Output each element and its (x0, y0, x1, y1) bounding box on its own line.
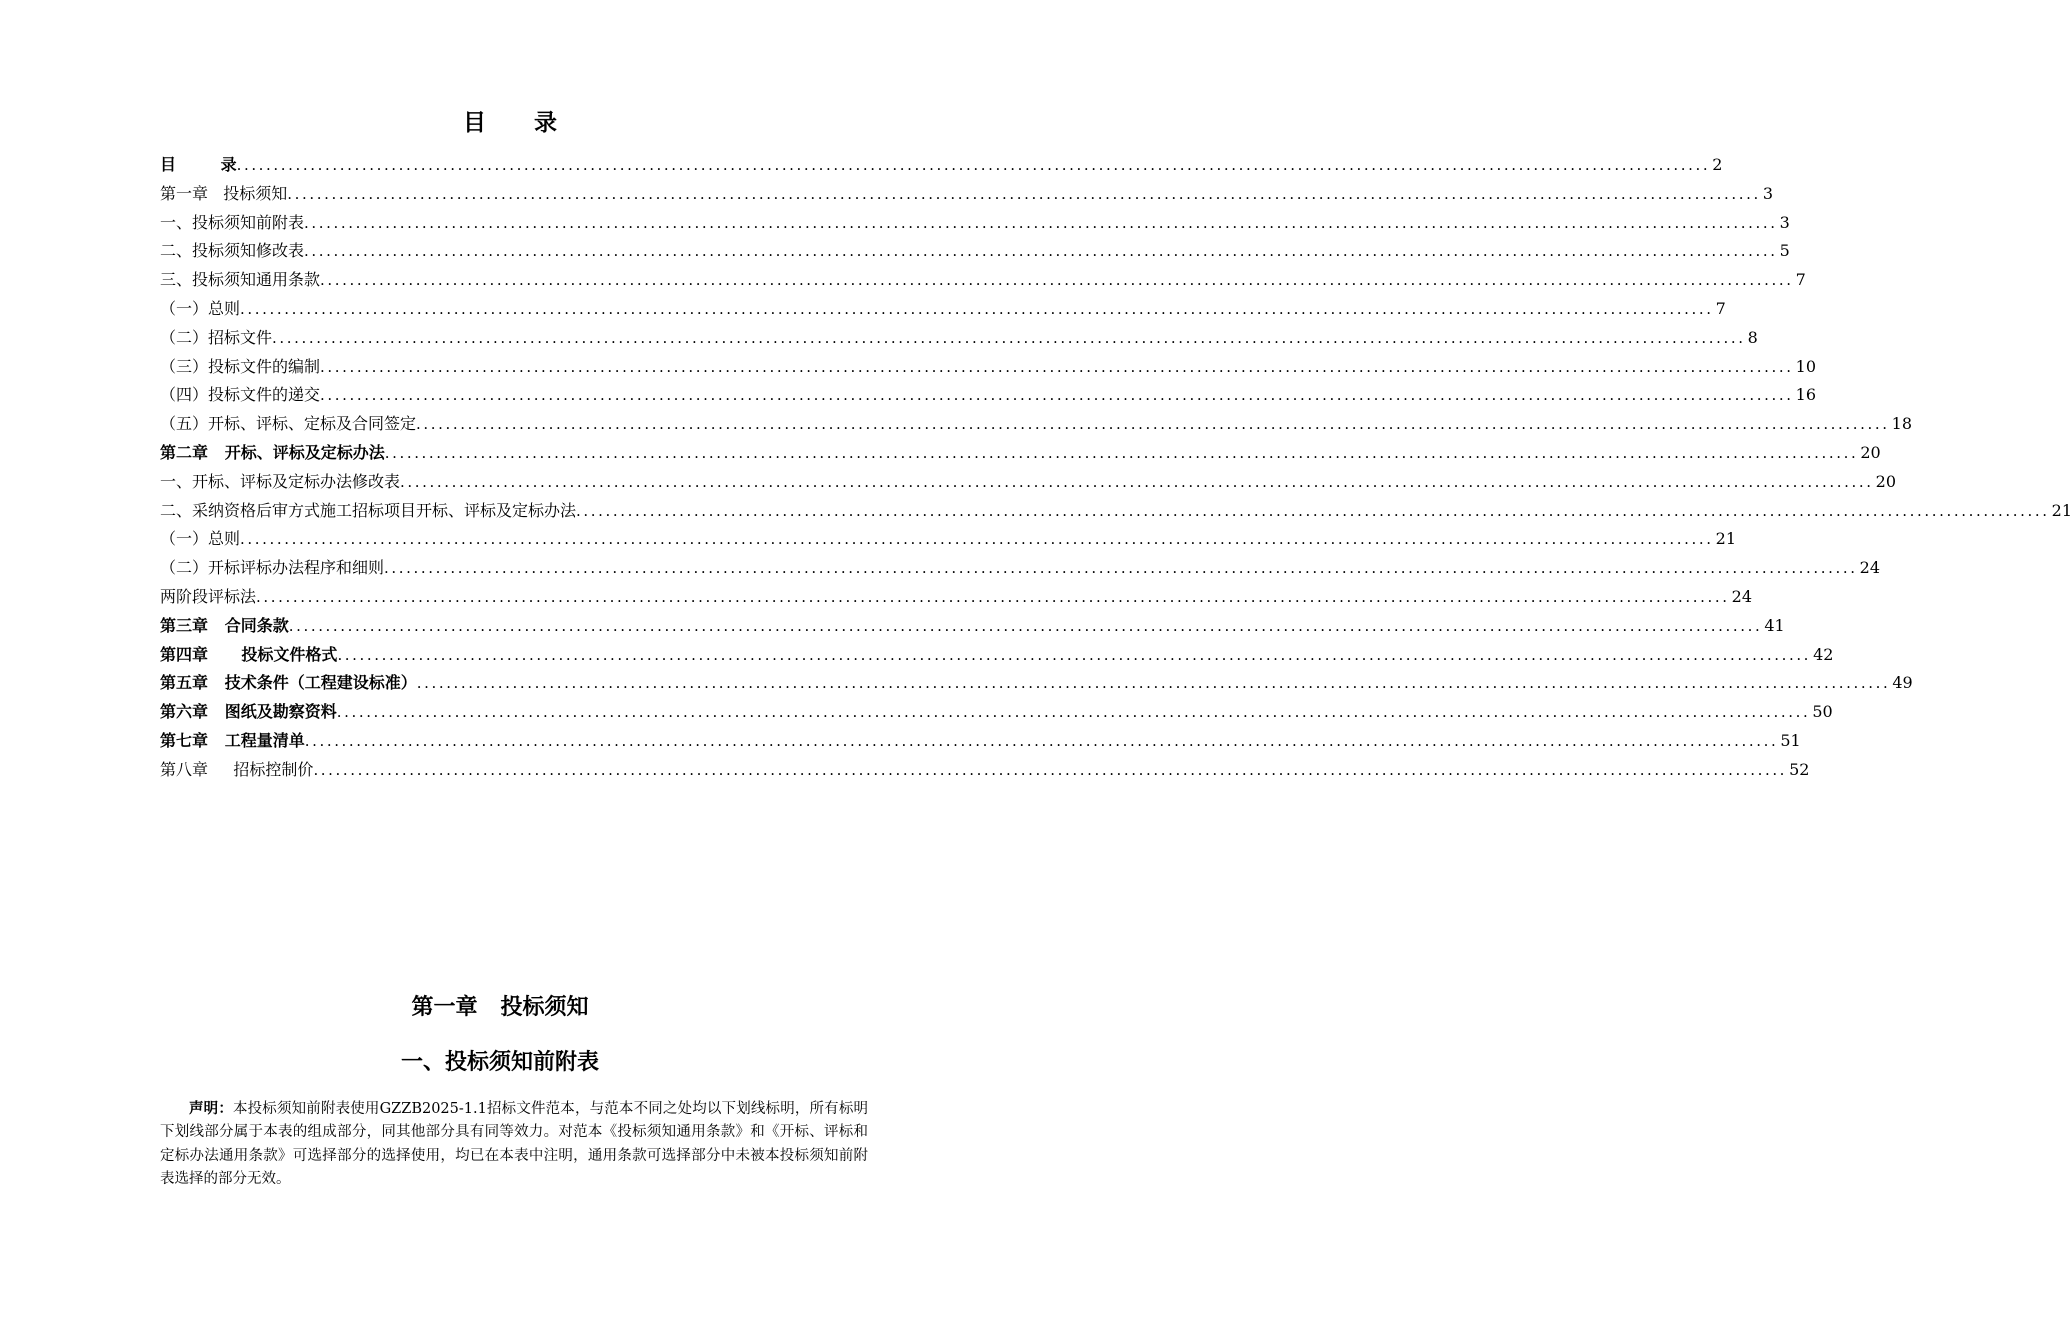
toc-entry-title: 二、投标须知修改表 (160, 241, 305, 261)
toc-dot-leader: ........................................................................................................................................................................................................ (336, 703, 1811, 722)
toc-entry[interactable] (160, 554, 1880, 583)
toc-entry-page-number: 50 (1812, 702, 1833, 722)
toc-entry-title: 二、采纳资格后审方式施工招标项目开标、评标及定标办法 (160, 500, 577, 520)
toc-entry-title: （四）投标文件的递交 (160, 385, 321, 405)
toc-entry-title: 目 录 (160, 155, 237, 174)
toc-dot-leader: ........................................................................................................................................................................................................ (304, 731, 1779, 750)
toc-dot-leader: ........................................................................................................................................................................................................ (256, 587, 1730, 606)
toc-entry[interactable] (160, 698, 1833, 727)
toc-dot-leader: ........................................................................................................................................................................................................ (416, 674, 1891, 693)
toc-dot-leader: ........................................................................................................................................................................................................ (576, 501, 2050, 520)
toc-entry[interactable] (160, 439, 1881, 468)
toc-entry-title: 一、开标、评标及定标办法修改表 (160, 471, 401, 491)
toc-entry-page-number: 52 (1789, 759, 1810, 779)
toc-entry[interactable] (160, 410, 1912, 439)
toc-dot-leader: ........................................................................................................................................................................................................ (304, 242, 1778, 261)
toc-entry-page-number: 7 (1715, 298, 1726, 318)
toc-entry-page-number: 20 (1875, 471, 1896, 491)
toc-dot-leader: ........................................................................................................................................................................................................ (304, 213, 1778, 232)
toc-entry-page-number: 51 (1780, 730, 1801, 750)
toc-entry-title: 三、投标须知通用条款 (160, 270, 321, 290)
toc-dot-leader: ........................................................................................................................................................................................................ (400, 472, 1874, 491)
toc-entry-page-number: 24 (1731, 586, 1752, 606)
toc-entry-page-number: 5 (1779, 241, 1790, 261)
chapter-heading: 第一章 投标须知 (411, 995, 589, 1020)
toc-dot-leader: ........................................................................................................................................................................................................ (313, 760, 1788, 779)
table-of-contents (160, 151, 2072, 785)
toc-entry[interactable] (160, 237, 1790, 266)
toc-entry-title: 第八章 招标控制价 (160, 759, 314, 779)
toc-dot-leader: ........................................................................................................................................................................................................ (240, 530, 1714, 549)
toc-entry[interactable] (160, 353, 1816, 382)
toc-entry-page-number: 3 (1762, 183, 1774, 203)
toc-entry-page-number: 21 (1715, 529, 1736, 549)
toc-entry[interactable] (160, 641, 1834, 670)
toc-entry-title: （五）开标、评标、定标及合同签定 (160, 414, 417, 434)
toc-entry-page-number: 20 (1860, 442, 1881, 462)
toc-entry[interactable] (160, 266, 1806, 295)
toc-dot-leader: ........................................................................................................................................................................................................ (320, 271, 1794, 290)
toc-entry-page-number: 10 (1795, 356, 1816, 376)
toc-entry-title: （一）总则 (160, 529, 241, 549)
toc-entry[interactable] (160, 151, 1723, 180)
toc-entry-title: （一）总则 (160, 298, 241, 318)
toc-entry-page-number: 18 (1891, 414, 1912, 434)
toc-dot-leader: ........................................................................................................................................................................................................ (240, 299, 1714, 318)
toc-entry-page-number: 8 (1747, 327, 1758, 347)
toc-entry[interactable] (160, 180, 1774, 209)
toc-entry-title: 第三章 合同条款 (160, 615, 289, 635)
toc-entry-page-number: 7 (1795, 270, 1806, 290)
toc-entry-page-number: 24 (1859, 558, 1880, 578)
toc-entry-title: 第二章 开标、评标及定标办法 (160, 442, 385, 462)
toc-entry[interactable] (160, 612, 1785, 641)
toc-entry-page-number: 49 (1892, 673, 1913, 693)
toc-entry-title: 第一章 投标须知 (160, 183, 288, 203)
toc-entry-title: 一、投标须知前附表 (160, 212, 305, 232)
toc-entry[interactable] (160, 381, 1816, 410)
toc-entry-title: （三）投标文件的编制 (160, 356, 321, 376)
toc-dot-leader: ........................................................................................................................................................................................................ (272, 328, 1746, 347)
toc-entry[interactable] (160, 209, 1790, 238)
toc-entry[interactable] (160, 324, 1758, 353)
toc-entry-page-number: 42 (1813, 644, 1834, 664)
toc-entry[interactable] (160, 468, 1896, 497)
statement-label: 声明： (189, 1101, 233, 1117)
toc-entry-page-number: 2 (1712, 155, 1723, 174)
toc-dot-leader: ........................................................................................................................................................................................................ (320, 357, 1794, 376)
toc-entry-title: 第五章 技术条件（工程建设标准） (160, 673, 417, 693)
toc-entry-title: （二）开标评标办法程序和细则 (160, 558, 385, 578)
toc-entry-page-number: 21 (2051, 500, 2072, 520)
page-title: 目 录 (462, 110, 558, 136)
toc-entry[interactable] (160, 583, 1752, 612)
statement-text: 本投标须知前附表使用GZZB2025-1.1招标文件范本，与范本不同之处均以下划线标明，所有标明下划线部分属于本表的组成部分，同其他部分具有同等效力。对范本《投标须知通用条款》和《开标、评标和定标办法通用条款》可选择部分的选择使用，均已在本表中注明，通用条款可选择部分中未被本投标须知前附表选择的部分无效。 (160, 1101, 868, 1187)
section-heading: 一、投标须知前附表 (400, 1050, 599, 1075)
toc-dot-leader: ........................................................................................................................................................................................................ (337, 645, 1812, 664)
toc-entry[interactable] (160, 497, 2072, 526)
toc-entry-title: 第七章 工程量清单 (160, 730, 305, 750)
toc-entry-title: 第四章 投标文件格式 (160, 644, 338, 664)
toc-entry[interactable] (160, 756, 1810, 785)
toc-dot-leader: ........................................................................................................................................................................................................ (236, 156, 1711, 174)
toc-entry-page-number: 41 (1764, 615, 1785, 635)
toc-entry[interactable] (160, 295, 1726, 324)
toc-dot-leader: ........................................................................................................................................................................................................ (384, 559, 1858, 578)
toc-entry-page-number: 16 (1795, 385, 1816, 405)
toc-entry-title: （二）招标文件 (160, 327, 273, 347)
toc-entry-title: 第六章 图纸及勘察资料 (160, 702, 337, 722)
toc-entry[interactable] (160, 727, 1801, 756)
toc-dot-leader: ........................................................................................................................................................................................................ (384, 443, 1859, 462)
toc-entry-page-number: 3 (1779, 212, 1790, 232)
toc-dot-leader: ........................................................................................................................................................................................................ (288, 616, 1763, 635)
toc-dot-leader: ........................................................................................................................................................................................................ (287, 184, 1761, 203)
statement-paragraph (160, 1098, 868, 1191)
toc-entry-title: 两阶段评标法 (160, 586, 257, 606)
toc-entry[interactable] (160, 525, 1736, 554)
toc-entry[interactable] (160, 669, 1913, 698)
toc-dot-leader: ........................................................................................................................................................................................................ (320, 386, 1794, 405)
toc-dot-leader: ........................................................................................................................................................................................................ (416, 415, 1890, 434)
